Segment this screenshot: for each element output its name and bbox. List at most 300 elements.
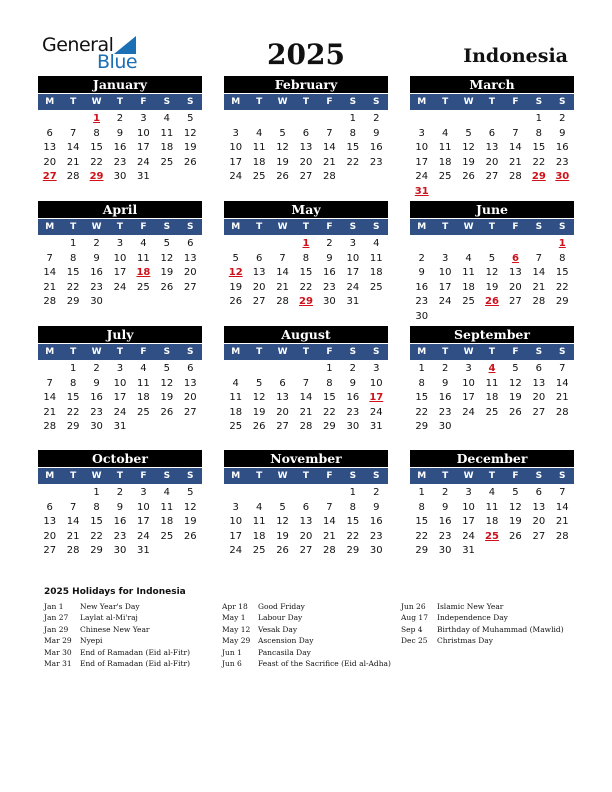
- day-cell: 11: [137, 252, 150, 264]
- weekday-label: T: [442, 471, 449, 481]
- day-cell: 13: [532, 501, 546, 513]
- day-cell: 1: [418, 363, 425, 374]
- month-march: [410, 76, 574, 200]
- weekday-label: W: [463, 471, 474, 481]
- day-cell: 16: [113, 142, 127, 154]
- day-cell: 13: [183, 252, 197, 264]
- day-cell: 21: [532, 281, 546, 293]
- day-cell: 22: [66, 406, 80, 418]
- day-cell: 20: [276, 406, 289, 418]
- day-cell: 14: [43, 267, 57, 279]
- day-cell: 16: [346, 392, 360, 404]
- weekday-label: S: [373, 471, 380, 481]
- weekday-label: M: [45, 347, 55, 357]
- day-cell: 4: [232, 377, 239, 389]
- day-cell: 14: [532, 267, 546, 279]
- day-grid: [38, 486, 202, 559]
- weekday-label: S: [559, 471, 566, 481]
- day-cell: 5: [512, 363, 519, 374]
- day-cell: 14: [299, 392, 313, 404]
- holiday-name: Christmas Day: [437, 636, 493, 646]
- day-cell: 6: [535, 363, 543, 374]
- empty-day-cell: [224, 112, 247, 127]
- day-cell: 6: [302, 127, 310, 139]
- holiday-row: [222, 624, 412, 635]
- weekday-label: F: [326, 347, 333, 357]
- holiday-name: End of Ramadan (Eid al-Fitr): [80, 658, 191, 668]
- day-cell: 17: [137, 516, 150, 528]
- day-cell: 15: [90, 516, 103, 528]
- holiday-row: [44, 647, 234, 658]
- day-cell: 23: [323, 281, 336, 293]
- day-cell: 19: [462, 156, 475, 168]
- day-cell: 11: [369, 252, 383, 264]
- month-june: [410, 201, 574, 325]
- weekday-label: S: [187, 97, 194, 107]
- weekday-label: T: [70, 97, 77, 107]
- day-cell: 22: [90, 156, 103, 168]
- day-cell: 17: [113, 392, 127, 404]
- day-cell: 3: [441, 252, 449, 264]
- weekday-header: [38, 219, 202, 235]
- month-title: June: [410, 201, 574, 218]
- day-cell: 30: [369, 545, 383, 557]
- day-cell: 19: [276, 156, 289, 168]
- day-cell: 17: [346, 267, 360, 279]
- day-cell: 5: [279, 127, 286, 139]
- day-cell: 5: [187, 113, 194, 124]
- day-cell: 29: [346, 545, 360, 557]
- weekday-label: W: [277, 97, 288, 107]
- logo-word-blue: Blue: [97, 51, 138, 73]
- month-title: January: [38, 76, 202, 93]
- holiday-name: Good Friday: [258, 602, 305, 611]
- day-cell: 20: [532, 516, 546, 528]
- weekday-label: M: [417, 222, 427, 232]
- day-cell: 22: [90, 530, 103, 542]
- day-cell: 6: [187, 238, 194, 249]
- day-cell: 10: [369, 377, 383, 389]
- empty-day-cell: [433, 237, 456, 252]
- weekday-label: W: [463, 347, 474, 357]
- day-cell: 10: [229, 516, 243, 528]
- weekday-label: S: [535, 97, 543, 107]
- day-cell: 21: [555, 392, 569, 404]
- holiday-date: Mar 30: [44, 647, 72, 657]
- day-cell: 31: [346, 296, 360, 308]
- holiday-day-cell: 6: [511, 252, 519, 264]
- weekday-label: S: [535, 471, 543, 481]
- day-grid: [38, 237, 202, 310]
- month-august: [224, 326, 388, 435]
- day-cell: 15: [346, 142, 360, 154]
- day-cell: 25: [252, 171, 266, 183]
- weekday-label: T: [116, 97, 124, 107]
- day-cell: 11: [229, 392, 243, 404]
- day-cell: 12: [276, 142, 289, 154]
- day-cell: 12: [276, 516, 289, 528]
- day-cell: 21: [66, 156, 80, 168]
- empty-day-cell: [480, 112, 503, 127]
- empty-day-cell: [38, 362, 61, 377]
- empty-day-cell: [61, 486, 84, 501]
- day-cell: 14: [66, 516, 80, 528]
- day-cell: 4: [488, 487, 496, 498]
- day-cell: 3: [232, 127, 239, 139]
- weekday-label: T: [302, 347, 310, 357]
- day-cell: 21: [43, 406, 57, 418]
- day-cell: 10: [113, 377, 127, 389]
- weekday-label: F: [326, 97, 333, 107]
- holiday-name: Ascension Day: [258, 636, 314, 646]
- day-cell: 19: [276, 530, 289, 542]
- holiday-name: Islamic New Year: [437, 602, 504, 611]
- day-cell: 12: [160, 252, 174, 264]
- day-cell: 12: [183, 501, 197, 513]
- day-cell: 8: [535, 127, 543, 139]
- holiday-row: [44, 624, 234, 635]
- holiday-day-cell: 29: [299, 296, 313, 308]
- day-cell: 16: [555, 142, 569, 154]
- day-cell: 25: [229, 421, 243, 433]
- day-cell: 7: [69, 127, 77, 139]
- day-cell: 25: [137, 281, 150, 293]
- day-cell: 13: [509, 267, 522, 279]
- weekday-label: T: [488, 347, 496, 357]
- day-cell: 18: [485, 392, 499, 404]
- weekday-label: M: [417, 347, 427, 357]
- holiday-date: Jan 1: [44, 602, 64, 611]
- day-cell: 5: [255, 377, 263, 389]
- empty-day-cell: [504, 237, 527, 252]
- day-grid: [410, 362, 574, 435]
- day-cell: 6: [535, 487, 543, 498]
- day-cell: 7: [326, 127, 333, 139]
- day-cell: 24: [462, 406, 475, 418]
- holiday-row: [401, 612, 591, 623]
- day-cell: 26: [160, 281, 174, 293]
- weekday-label: T: [488, 471, 496, 481]
- logo-word-general: General: [42, 34, 114, 56]
- holiday-day-cell: 26: [485, 296, 499, 308]
- day-cell: 9: [116, 501, 124, 513]
- day-cell: 25: [137, 406, 150, 418]
- weekday-label: T: [302, 222, 310, 232]
- day-cell: 13: [43, 142, 57, 154]
- day-cell: 12: [462, 142, 475, 154]
- weekday-label: S: [559, 347, 566, 357]
- empty-day-cell: [271, 112, 294, 127]
- day-cell: 11: [438, 142, 452, 154]
- holiday-date: May 1: [222, 613, 246, 623]
- weekday-label: S: [187, 222, 194, 232]
- month-title: September: [410, 326, 574, 343]
- weekday-header: [410, 344, 574, 360]
- day-cell: 2: [326, 238, 333, 249]
- day-cell: 7: [279, 252, 286, 264]
- empty-day-cell: [61, 112, 84, 127]
- day-cell: 29: [555, 296, 569, 308]
- day-cell: 20: [252, 281, 266, 293]
- weekday-label: T: [116, 347, 124, 357]
- day-cell: 3: [232, 501, 239, 513]
- weekday-label: S: [535, 347, 543, 357]
- day-cell: 13: [299, 142, 313, 154]
- empty-day-cell: [318, 486, 341, 501]
- day-cell: 26: [462, 171, 475, 183]
- weekday-label: S: [163, 222, 171, 232]
- weekday-label: T: [256, 97, 263, 107]
- empty-day-cell: [457, 112, 480, 127]
- day-cell: 9: [349, 377, 357, 389]
- calendar-year: 2025: [267, 38, 345, 71]
- empty-day-cell: [224, 237, 247, 252]
- day-cell: 1: [349, 487, 357, 498]
- holiday-row: [222, 635, 412, 646]
- day-cell: 27: [43, 545, 57, 557]
- day-cell: 29: [66, 296, 80, 308]
- day-cell: 23: [415, 296, 429, 308]
- empty-day-cell: [504, 112, 527, 127]
- weekday-label: T: [256, 471, 263, 481]
- weekday-label: T: [256, 222, 263, 232]
- day-cell: 20: [485, 156, 499, 168]
- day-cell: 1: [349, 113, 357, 124]
- day-cell: 19: [183, 516, 197, 528]
- day-cell: 2: [441, 363, 449, 374]
- day-cell: 13: [43, 516, 57, 528]
- day-cell: 11: [462, 267, 475, 279]
- day-cell: 9: [93, 252, 100, 264]
- day-grid: [38, 362, 202, 435]
- weekday-label: S: [373, 222, 380, 232]
- day-cell: 21: [323, 530, 336, 542]
- weekday-label: M: [45, 222, 55, 232]
- day-cell: 2: [93, 238, 100, 249]
- weekday-label: S: [535, 222, 543, 232]
- holiday-row: [401, 624, 591, 635]
- day-cell: 1: [418, 487, 425, 498]
- day-cell: 23: [555, 156, 569, 168]
- weekday-label: T: [116, 471, 124, 481]
- day-cell: 8: [69, 377, 77, 389]
- holiday-date: Jun 6: [222, 658, 242, 668]
- weekday-label: T: [488, 222, 496, 232]
- day-cell: 20: [532, 392, 546, 404]
- weekday-label: F: [512, 471, 519, 481]
- day-cell: 29: [90, 545, 103, 557]
- weekday-label: T: [70, 222, 77, 232]
- day-cell: 16: [90, 267, 103, 279]
- day-cell: 8: [69, 252, 77, 264]
- day-cell: 4: [163, 113, 171, 124]
- day-cell: 2: [116, 113, 124, 124]
- weekday-label: W: [91, 222, 102, 232]
- day-cell: 15: [299, 267, 313, 279]
- day-cell: 18: [369, 267, 383, 279]
- day-cell: 15: [532, 142, 546, 154]
- day-cell: 24: [137, 156, 150, 168]
- weekday-label: S: [187, 347, 194, 357]
- month-november: [224, 450, 388, 559]
- holiday-day-cell: 27: [42, 171, 57, 183]
- weekday-label: F: [512, 97, 519, 107]
- day-cell: 22: [66, 281, 80, 293]
- weekday-label: S: [349, 347, 357, 357]
- day-cell: 13: [183, 377, 197, 389]
- holiday-date: Jan 29: [44, 624, 69, 634]
- day-cell: 2: [93, 363, 100, 374]
- day-cell: 26: [252, 421, 266, 433]
- day-cell: 21: [555, 516, 569, 528]
- day-cell: 7: [559, 487, 566, 498]
- day-cell: 28: [43, 421, 57, 433]
- weekday-label: T: [488, 97, 496, 107]
- weekday-label: M: [45, 97, 55, 107]
- day-cell: 29: [415, 545, 429, 557]
- day-cell: 30: [415, 310, 429, 322]
- day-cell: 30: [113, 545, 127, 557]
- day-grid: [224, 486, 388, 559]
- day-cell: 2: [418, 252, 425, 264]
- weekday-label: T: [70, 471, 77, 481]
- day-cell: 25: [485, 406, 499, 418]
- weekday-label: M: [231, 222, 241, 232]
- day-cell: 27: [485, 171, 499, 183]
- day-cell: 24: [113, 281, 127, 293]
- day-cell: 10: [137, 501, 150, 513]
- empty-day-cell: [457, 237, 480, 252]
- empty-day-cell: [38, 237, 61, 252]
- day-cell: 8: [93, 127, 100, 139]
- day-cell: 6: [46, 127, 53, 139]
- empty-day-cell: [294, 362, 317, 377]
- day-cell: 24: [113, 406, 127, 418]
- day-cell: 10: [415, 142, 429, 154]
- holiday-date: Dec 25: [401, 636, 428, 646]
- day-cell: 30: [438, 421, 452, 433]
- weekday-header: [224, 94, 388, 110]
- weekday-label: W: [463, 97, 474, 107]
- day-cell: 11: [485, 377, 499, 389]
- day-cell: 19: [485, 281, 499, 293]
- day-grid: [410, 112, 574, 200]
- empty-day-cell: [271, 362, 294, 377]
- day-cell: 16: [90, 392, 103, 404]
- empty-day-cell: [480, 237, 503, 252]
- day-cell: 19: [509, 516, 522, 528]
- day-cell: 2: [116, 487, 124, 498]
- day-cell: 31: [462, 545, 475, 557]
- day-cell: 21: [323, 156, 336, 168]
- weekday-label: F: [140, 347, 147, 357]
- day-cell: 22: [415, 406, 429, 418]
- day-cell: 18: [252, 156, 266, 168]
- weekday-label: T: [442, 347, 449, 357]
- day-cell: 22: [346, 530, 360, 542]
- day-cell: 16: [323, 267, 336, 279]
- weekday-label: S: [163, 347, 171, 357]
- day-cell: 11: [160, 127, 174, 139]
- weekday-label: F: [140, 471, 147, 481]
- weekday-label: W: [277, 471, 288, 481]
- day-cell: 9: [441, 501, 449, 513]
- day-cell: 17: [229, 156, 243, 168]
- day-cell: 14: [66, 142, 80, 154]
- day-cell: 24: [346, 281, 360, 293]
- holiday-name: Birthday of Muhammad (Mawlid): [437, 624, 564, 634]
- day-grid: [224, 362, 388, 435]
- day-cell: 19: [252, 406, 266, 418]
- holiday-day-cell: 1: [558, 238, 566, 249]
- holiday-day-cell: 4: [488, 363, 496, 374]
- day-cell: 14: [509, 142, 522, 154]
- empty-day-cell: [247, 112, 270, 127]
- day-cell: 23: [369, 156, 383, 168]
- weekday-label: M: [417, 471, 427, 481]
- day-cell: 31: [113, 421, 127, 433]
- day-cell: 27: [276, 421, 289, 433]
- holiday-name: Labour Day: [258, 613, 303, 623]
- day-cell: 20: [509, 281, 522, 293]
- day-cell: 18: [438, 156, 452, 168]
- holiday-day-cell: 18: [136, 267, 151, 279]
- day-cell: 20: [43, 156, 57, 168]
- day-cell: 1: [93, 487, 100, 498]
- day-cell: 12: [183, 127, 197, 139]
- month-title: July: [38, 326, 202, 343]
- day-cell: 9: [93, 377, 100, 389]
- day-cell: 6: [46, 501, 53, 513]
- day-cell: 3: [465, 363, 472, 374]
- weekday-label: W: [277, 347, 288, 357]
- month-title: October: [38, 450, 202, 467]
- weekday-label: M: [417, 97, 427, 107]
- weekday-header: [410, 468, 574, 484]
- day-cell: 27: [532, 406, 546, 418]
- day-cell: 4: [163, 487, 171, 498]
- weekday-label: S: [187, 471, 194, 481]
- day-cell: 3: [116, 363, 124, 374]
- holiday-date: Mar 29: [44, 636, 72, 646]
- day-cell: 25: [252, 545, 266, 557]
- weekday-label: F: [512, 222, 519, 232]
- day-cell: 5: [465, 127, 472, 139]
- weekday-label: T: [302, 471, 310, 481]
- day-cell: 10: [113, 252, 127, 264]
- day-cell: 6: [488, 127, 496, 139]
- weekday-label: F: [326, 222, 333, 232]
- month-title: May: [224, 201, 388, 218]
- day-cell: 15: [346, 516, 360, 528]
- day-cell: 30: [346, 421, 360, 433]
- day-cell: 26: [509, 406, 522, 418]
- month-title: December: [410, 450, 574, 467]
- holiday-date: May 29: [222, 636, 251, 646]
- day-cell: 10: [137, 127, 150, 139]
- month-april: [38, 201, 202, 310]
- weekday-header: [410, 219, 574, 235]
- day-grid: [410, 237, 574, 325]
- day-cell: 23: [90, 281, 103, 293]
- day-cell: 30: [323, 296, 336, 308]
- day-cell: 7: [46, 377, 53, 389]
- empty-day-cell: [38, 112, 61, 127]
- day-cell: 28: [66, 545, 80, 557]
- day-cell: 21: [43, 281, 57, 293]
- day-cell: 3: [140, 113, 147, 124]
- weekday-label: T: [70, 347, 77, 357]
